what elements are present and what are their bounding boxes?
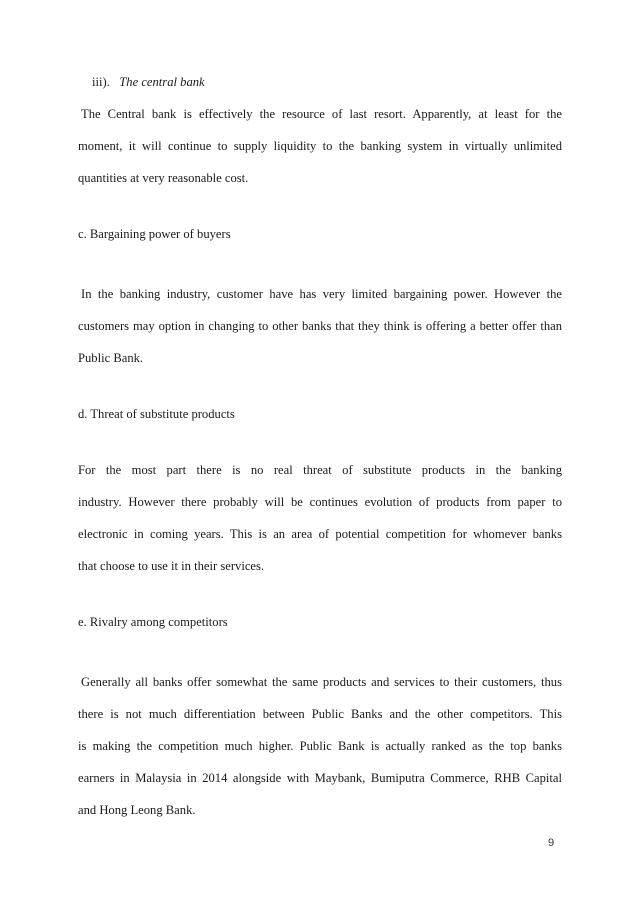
paragraph-line: The Central bank is effectively the resource of last resort. Apparently, at least for the: [81, 107, 562, 121]
paragraph-line: Generally all banks offer somewhat the same products and services to their customers, thus: [81, 675, 562, 689]
section-heading: d. Threat of substitute products: [78, 407, 235, 421]
subsection-title-text: The central bank: [119, 75, 205, 89]
paragraph-line: In the banking industry, customer have has very limited bargaining power. However the: [81, 287, 562, 301]
subsection-title: [92, 74, 205, 90]
paragraph-line: electronic in coming years. This is an area of potential competition for whomever banks: [78, 527, 562, 541]
paragraph-line: For the most part there is no real threat of substitute products in the banking: [78, 463, 562, 477]
paragraph-line: Public Bank.: [78, 351, 144, 365]
paragraph-line: that choose to use it in their services.: [78, 559, 265, 573]
paragraph-line: and Hong Leong Bank.: [78, 803, 196, 817]
paragraph-line: customers may option in changing to other banks that they think is offering a better offer than: [78, 319, 562, 333]
page-number: 9: [548, 837, 555, 849]
paragraph-line: earners in Malaysia in 2014 alongside with Maybank, Bumiputra Commerce, RHB Capital: [78, 771, 562, 785]
paragraph-line: moment, it will continue to supply liquidity to the banking system in virtually unlimited: [78, 139, 562, 153]
paragraph-line: industry. However there probably will be continues evolution of products from paper to: [78, 495, 562, 509]
subsection-marker: iii).: [92, 75, 110, 89]
section-heading: c. Bargaining power of buyers: [78, 227, 231, 241]
paragraph-line: is making the competition much higher. Public Bank is actually ranked as the top banks: [78, 739, 562, 753]
paragraph-line: quantities at very reasonable cost.: [78, 171, 249, 185]
paragraph-line: there is not much differentiation between Public Banks and the other competitors. This: [78, 707, 562, 721]
section-heading: e. Rivalry among competitors: [78, 615, 228, 629]
